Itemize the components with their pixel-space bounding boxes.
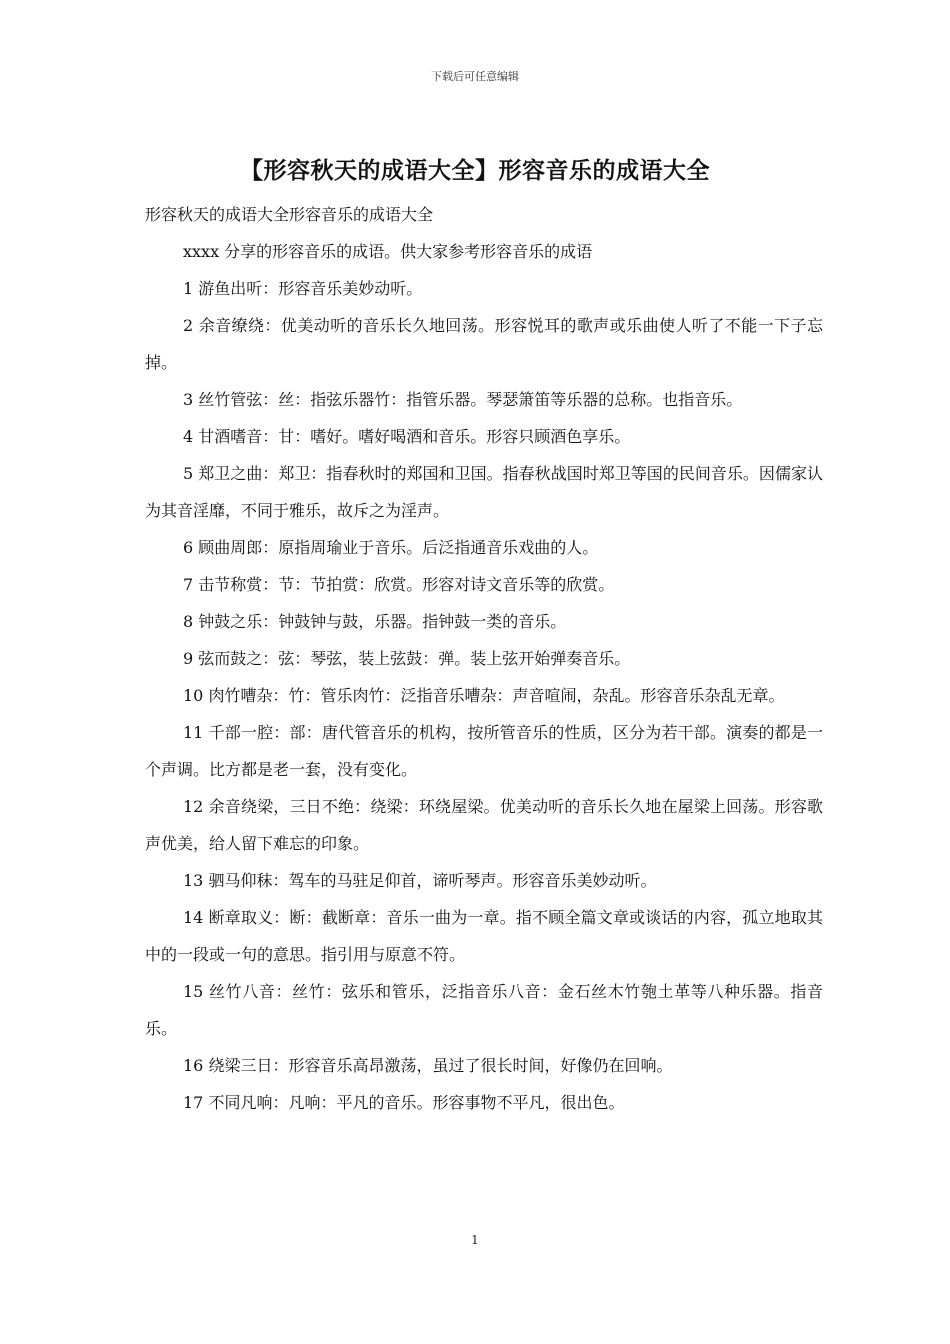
header-note: 下载后可任意编辑 xyxy=(431,70,519,83)
idiom-paragraph-17: 17 不同凡响：凡响：平凡的音乐。形容事物不平凡，很出色。 xyxy=(183,1093,625,1112)
idiom-paragraph-7: 7 击节称赏：节：节拍赏：欣赏。形容对诗文音乐等的欣赏。 xyxy=(183,575,615,594)
document-subtitle: 形容秋天的成语大全形容音乐的成语大全 xyxy=(145,205,434,224)
idiom-paragraph-8: 8 钟鼓之乐：钟鼓钟与鼓，乐器。指钟鼓一类的音乐。 xyxy=(183,612,567,631)
idiom-paragraph-2: 2 余音缭绕：优美动听的音乐长久地回荡。形容悦耳的歌声或乐曲使人听了不能一下子忘掉。 xyxy=(145,316,823,372)
idiom-paragraph-11: 11 千部一腔：部：唐代管音乐的机构，按所管音乐的性质，区分为若干部。演奏的都是一个声调。比方都是老一套，没有变化。 xyxy=(145,723,823,779)
idiom-paragraph-4: 4 甘酒嗜音：甘：嗜好。嗜好喝酒和音乐。形容只顾酒色享乐。 xyxy=(183,427,631,446)
document-title: 【形容秋天的成语大全】形容音乐的成语大全 xyxy=(240,157,710,184)
page-number: 1 xyxy=(471,1233,479,1247)
idiom-paragraph-3: 3 丝竹管弦：丝：指弦乐器竹：指管乐器。琴瑟箫笛等乐器的总称。也指音乐。 xyxy=(183,390,743,409)
document-body xyxy=(145,196,823,1121)
idiom-paragraph-10: 10 肉竹嘈杂：竹：管乐肉竹：泛指音乐嘈杂：声音喧闹，杂乱。形容音乐杂乱无章。 xyxy=(183,686,785,705)
idiom-paragraph-6: 6 顾曲周郎：原指周瑜业于音乐。后泛指通音乐戏曲的人。 xyxy=(183,538,599,557)
idiom-paragraph-15: 15 丝竹八音：丝竹：弦乐和管乐，泛指音乐八音：金石丝木竹匏土革等八种乐器。指音乐。 xyxy=(145,982,823,1038)
idiom-paragraph-13: 13 驷马仰秣：驾车的马驻足仰首，谛听琴声。形容音乐美妙动听。 xyxy=(183,871,657,890)
idiom-paragraph-1: 1 游鱼出听：形容音乐美妙动听。 xyxy=(183,279,423,298)
idiom-paragraph-5: 5 郑卫之曲：郑卫：指春秋时的郑国和卫国。指春秋战国时郑卫等国的民间音乐。因儒家认为其音淫靡，不同于雅乐，故斥之为淫声。 xyxy=(145,464,823,520)
idiom-paragraph-16: 16 绕梁三日：形容音乐高昂激荡，虽过了很长时间，好像仍在回响。 xyxy=(183,1056,673,1075)
idiom-paragraph-9: 9 弦而鼓之：弦：琴弦，装上弦鼓：弹。装上弦开始弹奏音乐。 xyxy=(183,649,631,668)
intro-paragraph: xxxx 分享的形容音乐的成语。供大家参考形容音乐的成语 xyxy=(183,242,593,261)
idiom-paragraph-12: 12 余音绕梁，三日不绝：绕梁：环绕屋梁。优美动听的音乐长久地在屋梁上回荡。形容歌声优美，给人留下难忘的印象。 xyxy=(145,797,823,853)
idiom-paragraph-14: 14 断章取义：断：截断章：音乐一曲为一章。指不顾全篇文章或谈话的内容，孤立地取其中的一段或一句的意思。指引用与原意不符。 xyxy=(145,908,823,964)
